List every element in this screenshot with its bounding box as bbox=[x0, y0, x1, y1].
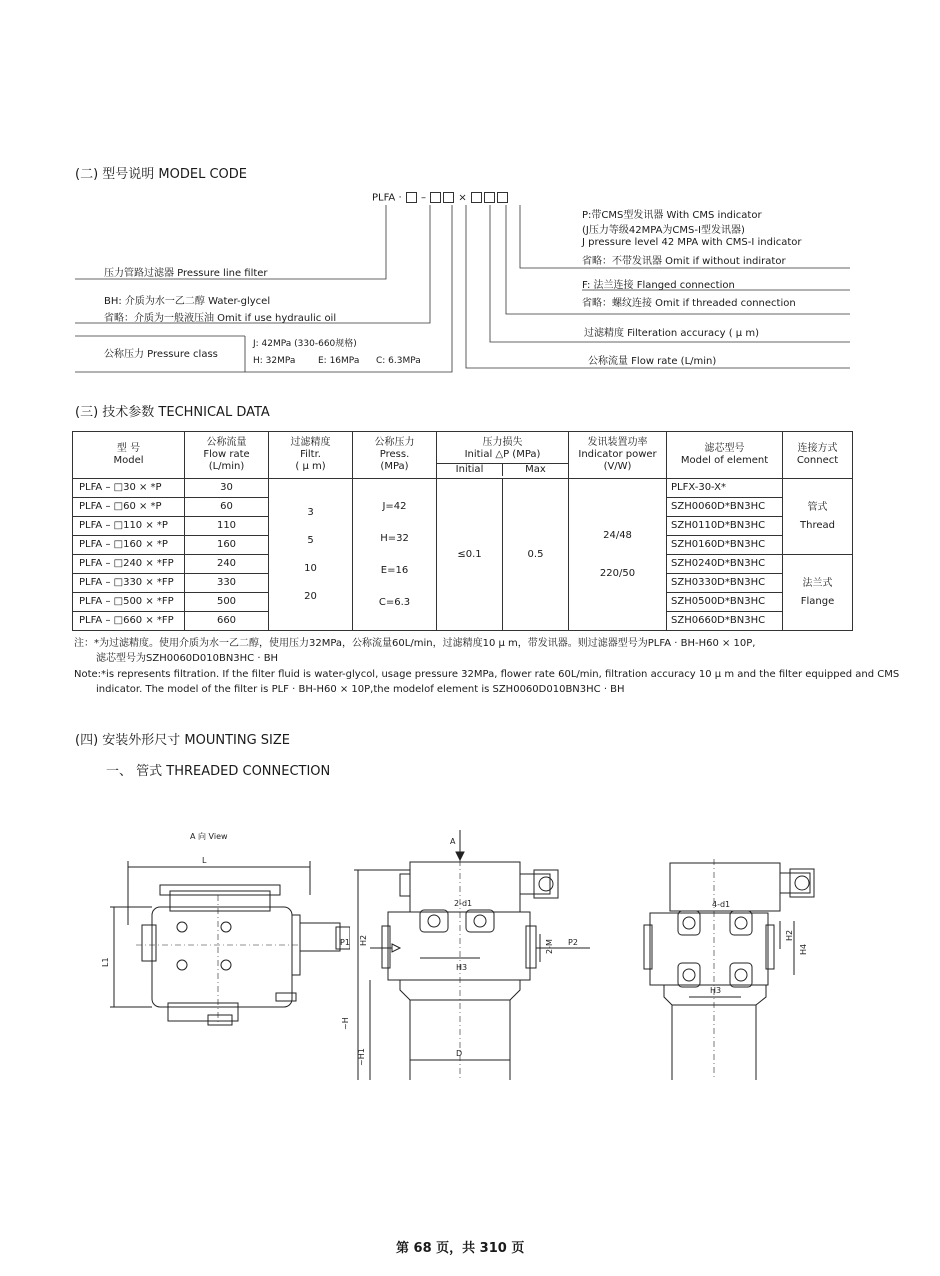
filtration-label: 过滤精度 Filteration accuracy ( μ m) bbox=[584, 328, 759, 339]
cell-element: SZH0330D*BN3HC bbox=[667, 574, 783, 593]
cell-filtr: 3 5 10 20 bbox=[269, 479, 353, 631]
mounting-heading: (四) 安装外形尺寸 MOUNTING SIZE bbox=[75, 733, 291, 748]
code-dash: – bbox=[421, 192, 427, 204]
th-element: 滤芯型号 Model of element bbox=[667, 432, 783, 479]
dim-H: ~H bbox=[341, 1017, 350, 1030]
dim-H2-side: H2 bbox=[785, 929, 794, 941]
cell-element: SZH0240D*BN3HC bbox=[667, 555, 783, 574]
dim-A: A bbox=[450, 837, 456, 846]
dim-H4: H4 bbox=[799, 943, 808, 955]
medium-omit: 省略：介质为一般液压油 Omit if use hydraulic oil bbox=[104, 313, 337, 324]
cell-model: PLFA – □160 × *P bbox=[73, 536, 185, 555]
dim-L: L bbox=[202, 856, 207, 865]
pressure-line-label: 压力管路过滤器 Pressure line filter bbox=[104, 268, 268, 279]
cell-model: PLFA – □660 × *FP bbox=[73, 612, 185, 631]
cell-loss-max: 0.5 bbox=[503, 479, 569, 631]
a-view-drawing bbox=[100, 825, 350, 1040]
cell-flow: 60 bbox=[185, 498, 269, 517]
cell-connect-thread: 管式 Thread bbox=[783, 479, 853, 555]
cell-flow: 110 bbox=[185, 517, 269, 536]
tech-heading: (三) 技术参数 TECHNICAL DATA bbox=[75, 405, 270, 420]
dim-M: 2-M bbox=[545, 939, 554, 954]
pressure-h: H: 32MPa bbox=[253, 356, 296, 366]
cell-element: SZH0110D*BN3HC bbox=[667, 517, 783, 536]
th-connect: 连接方式 Connect bbox=[783, 432, 853, 479]
dim-H3: H3 bbox=[456, 963, 468, 972]
cell-flow: 30 bbox=[185, 479, 269, 498]
dim-H2: H2 bbox=[359, 934, 368, 946]
th-power: 发讯装置功率 Indicator power (V/W) bbox=[569, 432, 667, 479]
indicator-p4: 省略：不带发讯器 Omit if without indirator bbox=[582, 256, 786, 267]
page-footer: 第 68 页，共 310 页 bbox=[396, 1241, 525, 1256]
cell-model: PLFA – □240 × *FP bbox=[73, 555, 185, 574]
th-loss: 压力损失 Initial △P (MPa) Initial Max bbox=[437, 432, 569, 479]
cell-element: SZH0500D*BN3HC bbox=[667, 593, 783, 612]
side-view-4d1-drawing bbox=[630, 855, 850, 1080]
cell-power: 24/48 220/50 bbox=[569, 479, 667, 631]
code-prefix: PLFA · bbox=[372, 192, 402, 204]
th-press: 公称压力 Press. (MPa) bbox=[353, 432, 437, 479]
th-filtr: 过滤精度 Filtr. ( μ m) bbox=[269, 432, 353, 479]
dim-P1: P1 bbox=[340, 938, 350, 947]
cell-flow: 500 bbox=[185, 593, 269, 612]
cell-flow: 660 bbox=[185, 612, 269, 631]
indicator-p2: (J压力等级42MPA为CMS-I型发讯器) bbox=[582, 225, 745, 236]
cell-connect-flange: 法兰式 Flange bbox=[783, 555, 853, 631]
note-cn-1: 注：*为过滤精度。使用介质为水一乙二醇，使用压力32MPa，公称流量60L/min，过滤精度10 μ m，带发讯器。则过滤器型号为PLFA · BH-H60 × 10P, bbox=[74, 638, 756, 649]
pressure-j: J: 42MPa (330-660规格) bbox=[253, 339, 357, 349]
cell-element: SZH0160D*BN3HC bbox=[667, 536, 783, 555]
dim-P2: P2 bbox=[568, 938, 578, 947]
cell-model: PLFA – □60 × *P bbox=[73, 498, 185, 517]
a-view-label: A 向 View bbox=[190, 832, 228, 841]
cell-model: PLFA – □330 × *FP bbox=[73, 574, 185, 593]
cell-press: J=42 H=32 E=16 C=6.3 bbox=[353, 479, 437, 631]
cell-element: PLFX-30-X* bbox=[667, 479, 783, 498]
th-flow: 公称流量 Flow rate (L/min) bbox=[185, 432, 269, 479]
cell-element: SZH0660D*BN3HC bbox=[667, 612, 783, 631]
pressure-c: C: 6.3MPa bbox=[376, 356, 421, 366]
indicator-p3: J pressure level 42 MPA with CMS-I indicator bbox=[582, 237, 802, 248]
table-row bbox=[73, 479, 853, 498]
cell-loss-initial: ≤0.1 bbox=[437, 479, 503, 631]
dim-D: D bbox=[456, 1049, 463, 1058]
pressure-class-label: 公称压力 Pressure class bbox=[104, 349, 218, 360]
model-code-leaders bbox=[0, 0, 940, 400]
note-en-1: Note:*is represents filtration. If the filter fluid is water-glycol, usage pressure 32MPa, flower rate 60L/min, filtration accuracy 10 μ m and the filter equipped and CMS bbox=[74, 669, 900, 680]
pressure-e: E: 16MPa bbox=[318, 356, 360, 366]
mounting-subheading: 一、 管式 THREADED CONNECTION bbox=[106, 764, 331, 779]
medium-bh: BH: 介质为水一乙二醇 Water-glycel bbox=[104, 296, 271, 307]
cell-flow: 240 bbox=[185, 555, 269, 574]
code-times: × bbox=[458, 192, 467, 204]
indicator-p1: P:带CMS型发讯器 With CMS indicator bbox=[582, 210, 762, 221]
dim-4d1: 4-d1 bbox=[712, 900, 731, 909]
connection-f1: F: 法兰连接 Flanged connection bbox=[582, 280, 735, 291]
tech-table bbox=[72, 431, 853, 631]
note-en-2: indicator. The model of the filter is PLF · BH-H60 × 10P,the modelof element is SZH0060D010BN3HC · BH bbox=[96, 684, 625, 695]
note-cn-2: 滤芯型号为SZH0060D010BN3HC · BH bbox=[96, 653, 279, 664]
front-view-2d1-drawing bbox=[330, 830, 610, 1080]
cell-element: SZH0060D*BN3HC bbox=[667, 498, 783, 517]
cell-model: PLFA – □500 × *FP bbox=[73, 593, 185, 612]
connection-f2: 省略：螺纹连接 Omit if threaded connection bbox=[582, 298, 796, 309]
cell-model: PLFA – □110 × *P bbox=[73, 517, 185, 536]
dim-H1: ~H1 bbox=[357, 1048, 366, 1066]
flow-label: 公称流量 Flow rate (L/min) bbox=[588, 356, 717, 367]
dim-2d1: 2-d1 bbox=[454, 899, 473, 908]
cell-model: PLFA – □30 × *P bbox=[73, 479, 185, 498]
cell-flow: 160 bbox=[185, 536, 269, 555]
cell-flow: 330 bbox=[185, 574, 269, 593]
model-code-heading: (二) 型号说明 MODEL CODE bbox=[75, 167, 247, 182]
th-model: 型 号 Model bbox=[73, 432, 185, 479]
dim-L1: L1 bbox=[101, 957, 110, 967]
dim-H3-side: H3 bbox=[710, 986, 722, 995]
